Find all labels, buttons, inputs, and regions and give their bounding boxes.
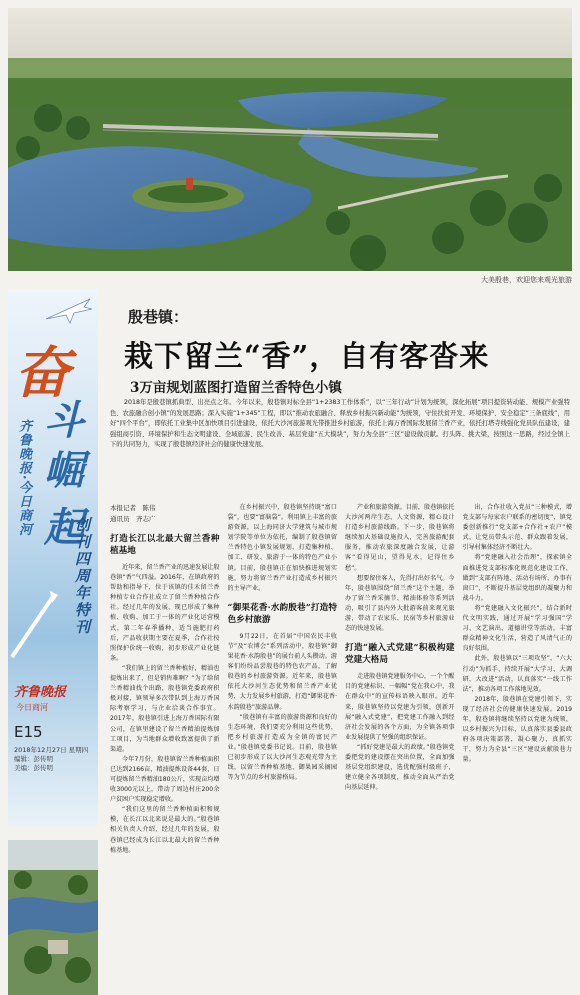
paragraph: 近年来，留兰香产业的迅速发展让殷巷镇“香”气四溢。2016年，在镇政府的帮助和指导下，位于该镇的佳禾留兰香种植专业合作社成立了留兰香种植合作社。经过几年的发展，现已形成了集种植、收购、加工于一体的产业化运营模式，第二年春季播种，适当施肥打药后，产品收获期主要在夏季，合作社按照保护价统一收购，初步形成产业化链条。 (110, 564, 220, 662)
banner-vertical-anniversary: 创刊四周年特刊 (73, 517, 91, 636)
article-column-3 (345, 503, 455, 991)
article-column-2 (228, 503, 338, 991)
article-column-4 (463, 503, 573, 991)
byline-reporter: 本报记者 陈伟 (110, 504, 156, 512)
byline-correspondent: 通讯员 齐志广 (110, 515, 156, 523)
designer-credit: 美编：彭传明 (14, 764, 53, 772)
paragraph: “我们镇上的留兰香种植好，精油也提炼出来了，但是销售难啊？”为了给留兰香精油找个出路，殷巷镇党委政府积极对接，镇领导多次带队到上海万香国际考察学习，与企业洽谈合作事宜。2017年，殷巷镇引进上海万香国际有限公司，在镇里建设了留兰香精油提炼加工项目，为当地群众增收致富提供了新渠道。 (110, 664, 220, 753)
paragraph: 在乡村振兴中，殷巷镇坚持既“富口袋”，也要“富脑袋”。利用镇上丰富的旅游资源，以上海同济大学建筑与城市规划学院等单位为依托，编制了殷巷镇留兰香特色小镇发展规划，打造集种植、加工、研发、旅游于一体的特色产业小镇。目前，殷巷镇正在加快推进规划实施，努力将留兰香产业打造成乡村振兴的主导产业。 (227, 504, 337, 592)
airplane-icon (44, 295, 94, 325)
paragraph: 9月22日，在首届“中国农民丰收节”及“农博会”系列活动中，殷巷镇“御果花香·水韵殷巷”的展台前人头攒动。游客们纷纷品尝殷巷的特色农产品，了解殷巷的乡村旅游资源。近年来，殷巷镇依托大沙河生态优势和留兰香产业优势，大力发展乡村旅游，打造“御果花香·水韵殷巷”旅游品牌。 (227, 632, 337, 711)
paragraph: 2018年，殷巷镇在党建引领下，实现了经济社会的健康快速发展。2019年，殷巷镇将继续坚持以党建为统领，以乡村振兴为目标，认真落实县委县政府各项决策部署，凝心聚力，真抓实干，努力为全县“三区”建设贡献殷巷力量。 (462, 695, 572, 764)
paragraph: 将“党建融入文化振兴”，结合新时代文明实践，通过开展“学习强国”学习、文艺演出、道德讲堂等活动，丰富群众精神文化生活，营造了风清气正的良好氛围。 (462, 604, 572, 653)
newspaper-edition: 今日商河 (16, 703, 48, 712)
section-heading-2: “御果花香·水韵殷巷”打造特色乡村旅游 (227, 602, 337, 625)
paragraph: 产业和旅游资源。目前，殷巷镇依托大沙河两岸生态、人文资源，精心设计打造乡村旅游线路。下一步，殷巷镇将继续加大基础设施投入，完善旅游配套服务，推动农旅深度融合发展，让游客“看得见山，望得见水，记得住乡愁”。 (345, 504, 455, 572)
banner-char-dou: 斗 (44, 397, 84, 444)
banner-vertical-paper: 齐鲁晚报·今日商河 (16, 419, 31, 537)
paragraph: “殷巷镇有丰富的旅游资源和良好的生态环境，我们要充分利用这些优势，把乡村旅游打造成为全镇的富民产业。”殷巷镇党委书记说。目前，殷巷镇已初步形成了以大沙河生态观光带为主线，以留兰香种植基地、御果园采摘园等为节点的乡村旅游格局。 (227, 713, 337, 782)
photo-caption: 大美殷巷，欢迎您来观光旅游 (481, 276, 572, 284)
town-thumbnail-photo (8, 840, 98, 995)
article-headline: 栽下留兰“香”，自有客沓来 (124, 339, 490, 373)
article-body (110, 503, 572, 991)
article-kicker: 殷巷镇： (128, 308, 189, 326)
anniversary-banner (8, 289, 98, 826)
paragraph: 想要留住客人，先得打出好名气。今年，殷巷镇围绕“留兰香”这个主题，举办了留兰香采摘节、精油体验等系列活动，吸引了县内外大批游客前来观光旅游，带动了农家乐、民宿等乡村旅游业态的快速发展。 (345, 574, 455, 633)
article-subhead: 3万亩规划蓝图打造留兰香特色小镇 (130, 380, 342, 396)
issue-date: 2018年12月27日 星期四 (14, 746, 89, 754)
banner-char-fen: 奋 (14, 340, 70, 406)
section-heading-1: 打造长江以北最大留兰香种植基地 (110, 534, 220, 556)
paragraph: 将“党建融入社会治理”，探索镇全面推进党支部标准化规范化建设工作，做到“支部有阵地、活动有场所、办事有窗口”，不断提升基层党组织的凝聚力和战斗力。 (462, 554, 572, 602)
hero-photo (8, 8, 572, 271)
paragraph: “抓好党建是最大的政绩。”殷巷镇党委把党的建设摆在突出位置，全面加强基层党组织建设，选优配强村级班子，建立健全各项制度，推动全面从严治党向基层延伸。 (345, 743, 455, 792)
paragraph: 走进殷巷镇党建服务中心，一个个醒目的党建标识、一幅幅“党在我心中，我在群众中”的宣传标语映入眼帘。近年来，殷巷镇坚持以党建为引领，创新开展“融入式党建”，把党建工作融入到经济社会发展的各个方面，为全镇各项事业发展提供了坚强的组织保证。 (345, 673, 455, 741)
paragraph: “我们这里的留兰香种植面积和规模，在长江以北来说是最大的。”殷巷镇相关负责人介绍，经过几年的发展，殷巷镇已经成为长江以北最大的留兰香种植基地。 (110, 806, 220, 854)
paragraph: 出，合作社收入党员“三种模式，增党支部与每家农户联系的密切度”，镇党委创新推行“党支部+合作社+农户”模式，让党员带头示范、群众跟着发展，引导村集体经济不断壮大。 (462, 504, 572, 552)
banner-char-jueqi: 崛起 (44, 447, 84, 551)
newspaper-logo: 齐鲁晚报 (14, 685, 67, 700)
aerial-lake-scene (8, 8, 572, 271)
editor-credit: 编辑：彭传明 (14, 755, 53, 763)
rocket-trail-icon (10, 589, 60, 659)
section-heading-3: 打造“融入式党建”积极构建党建大格局 (345, 643, 455, 666)
article-column-1 (110, 503, 220, 991)
page-number: E15 (14, 723, 43, 741)
paragraph: 今年7月份，殷巷镇留兰香种植面积已达到2166亩，精油提炼设备44套，日可提炼留兰香精油180公斤，实现亩均增收3000元以上，带动了周边村庄200余户贫困户实现稳定增收。 (110, 755, 220, 804)
paragraph: 此外，殷巷镇以“三项攻坚”、“六大行动”为抓手，持续开展“大学习、大调研、大改进”活动，认真落实“一线工作法”，推动各项工作落地见效。 (462, 655, 572, 693)
article-lead-paragraph: 2018年是殷巷镇抓典型、出亮点之年。今年以来，殷巷镇对标全县“1+2383工作体系”，以“三年行动”计划为统领，深化拓展“项目提资转动能、规模产业强特色、农旅融合创小镇”的发展思路；深入实施“1+345”工程，即以“推动农旅融合、释放乡村振兴新动能”为统领，守住扶贫开发、环境保护、安全稳定“三条底线”，用好“四个平台”，即依托工业集中区加快项目引进建设，依托大沙河旅游观光带推进乡村旅游，依托上海万香国际发展留兰香产业，依托打塔寺线强化党员队伍建设，建强组商引资、环境保护和生态文明建设、全域旅游、民生改善、基层党建“五大模块”，努力为全县“三区”建设做贡献。打头阵、挑大梁，按照这一思路，经过全镇上下的共同努力，实现了殷巷镇经济社会的健康快速发展。 (110, 399, 570, 449)
